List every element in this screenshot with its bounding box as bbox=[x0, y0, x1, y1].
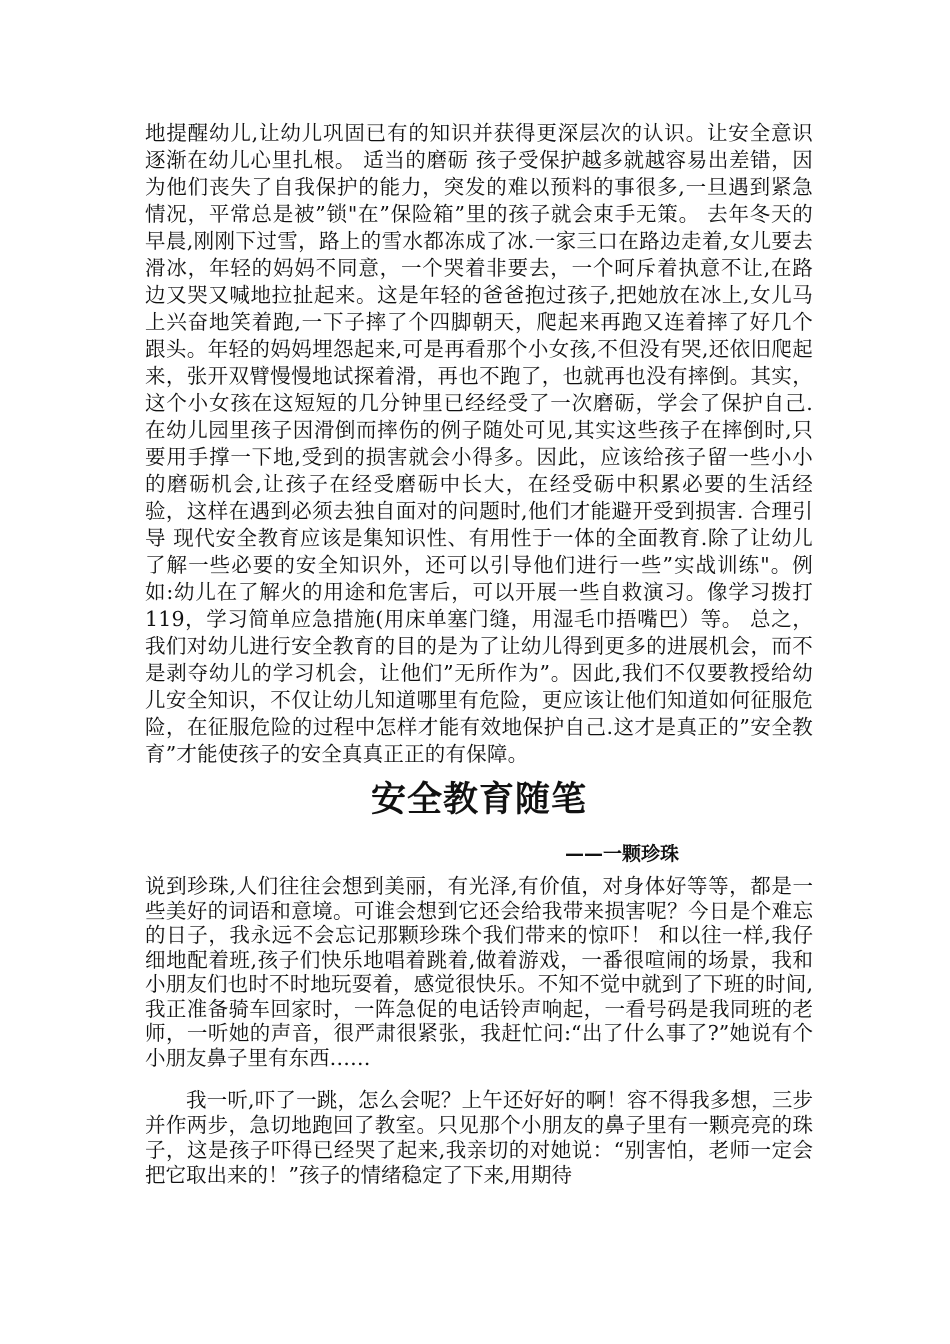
document-page bbox=[145, 120, 813, 1188]
body-paragraph-pearl-story: 我一听,吓了一跳，怎么会呢？上午还好好的啊！容不得我多想，三步并作两步，急切地跑回了教室。只见那个小朋友的鼻子里有一颗亮亮的珠子，这是孩子吓得已经哭了起来,我亲切的对她说：“别害怕，老师一定会把它取出来的！”孩子的情绪稳定了下来,用期待 bbox=[145, 1088, 813, 1187]
body-paragraph-safety-education: 地提醒幼儿,让幼儿巩固已有的知识并获得更深层次的认识。让安全意识逐渐在幼儿心里扎根。 适当的磨砺 孩子受保护越多就越容易出差错，因为他们丧失了自我保护的能力，突发的难以预料的事很多,一旦遇到紧急情况，平常总是被”锁"在”保险箱”里的孩子就会束手无策。 去年冬天的早晨,刚刚下过雪，路上的雪水都冻成了冰.一家三口在路边走着,女儿要去滑冰，年轻的妈妈不同意，一个哭着非要去，一个呵斥着执意不让,在路边又哭又喊地拉扯起来。这是年轻的爸爸抱过孩子,把她放在冰上,女儿马上兴奋地笑着跑,一下子摔了个四脚朝天，爬起来再跑又连着摔了好几个跟头。年轻的妈妈埋怨起来,可是再看那个小女孩,不但没有哭,还依旧爬起来，张开双臂慢慢地试探着滑，再也不跑了，也就再也没有摔倒。其实，这个小女孩在这短短的几分钟里已经经受了一次磨砺，学会了保护自己. 在幼儿园里孩子因滑倒而摔伤的例子随处可见,其实这些孩子在摔倒时,只要用手撑一下地,受到的损害就会小得多。因此，应该给孩子留一些小小的磨砺机会,让孩子在经受磨砺中长大，在经受砺中积累必要的生活经验，这样在遇到必须去独自面对的问题时,他们才能避开受到损害. 合理引导 现代安全教育应该是集知识性、有用性于一体的全面教育.除了让幼儿了解一些必要的安全知识外，还可以引导他们进行一些”实战训练"。例如:幼儿在了解火的用途和危害后，可以开展一些自救演习。像学习拨打119，学习简单应急措施(用床单塞门缝，用湿毛巾捂嘴巴）等。 总之，我们对幼儿进行安全教育的目的是为了让幼儿得到更多的进展机会，而不是剥夺幼儿的学习机会，让他们”无所作为”。因此,我们不仅要教授给幼儿安全知识，不仅让幼儿知道哪里有危险，更应该让他们知道如何征服危险，在征服危险的过程中怎样才能有效地保护自己.这才是真正的”安全教育”才能使孩子的安全真真正正的有保障。 bbox=[145, 121, 813, 766]
body-paragraph-pearl-intro: 说到珍珠,人们往往会想到美丽，有光泽,有价值，对身体好等等，都是一些美好的词语和意境。可谁会想到它还会给我带来损害呢？今日是个难忘的日子，我永远不会忘记那颗珍珠个我们带来的惊吓！ 和以往一样,我仔细地配着班,孩子们快乐地唱着跳着,做着游戏，一番很喧闹的场景，我和小朋友们也时不时地玩耍着，感觉很快乐。不知不觉中就到了下班的时间,我正准备骑车回家时，一阵急促的电话铃声响起，一看号码是我同班的老师，一听她的声音，很严肃很紧张，我赶忙问:“出了什么事了?”她说有个小朋友鼻子里有东西…… bbox=[145, 874, 813, 1070]
essay-subtitle: ——一颗珍珠 bbox=[565, 843, 680, 865]
essay-title: 安全教育随笔 bbox=[370, 780, 587, 820]
